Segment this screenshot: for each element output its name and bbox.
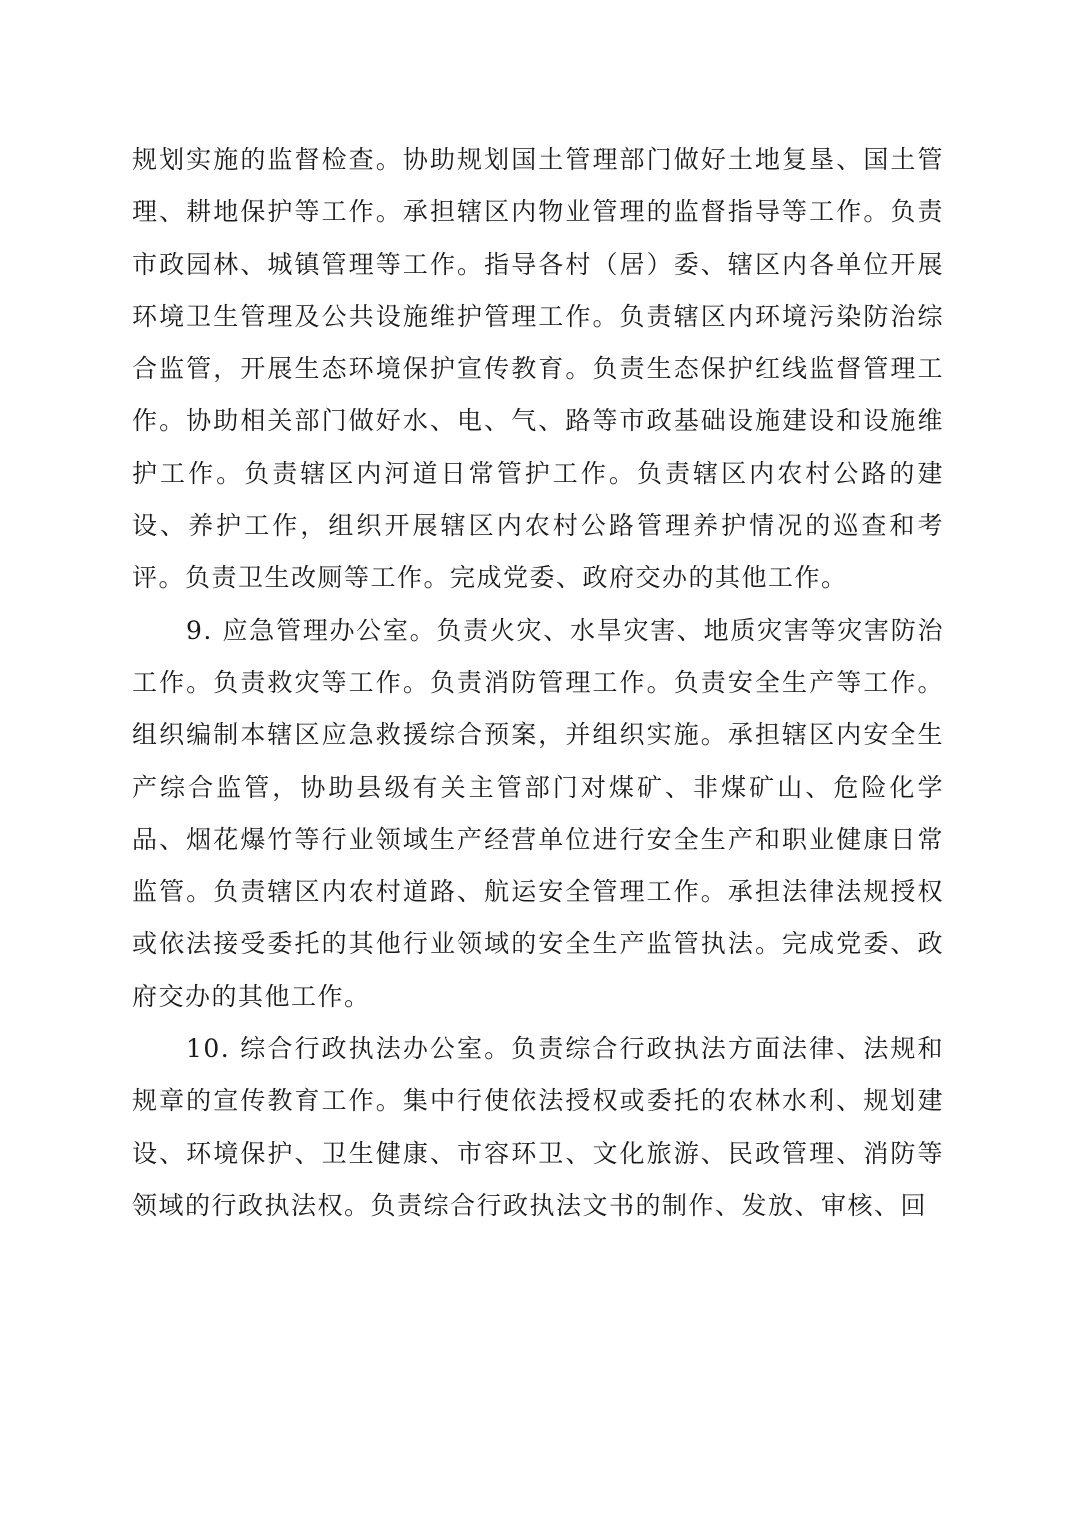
paragraph-planning-continued: 规划实施的监督检查。协助规划国土管理部门做好土地复垦、国土管理、耕地保护等工作。承担辖区内物业管理的监督指导等工作。负责市政园林、城镇管理等工作。指导各村（居）委、辖区内各单位开展环境卫生管理及公共设施维护管理工作。负责辖区内环境污染防治综合监管，开展生态环境保护宣传教育。负责生态保护红线监督管理工作。协助相关部门做好水、电、气、路等市政基础设施建设和设施维护工作。负责辖区内河道日常管护工作。负责辖区内农村公路的建设、养护工作，组织开展辖区内农村公路管理养护情况的巡查和考评。负责卫生改厕等工作。完成党委、政府交办的其他工作。 bbox=[132, 145, 944, 593]
paragraph-comprehensive-law-enforcement-office: 10. 综合行政执法办公室。负责综合行政执法方面法律、法规和规章的宣传教育工作。集中行使依法授权或委托的农林水利、规划建设、环境保护、卫生健康、市容环卫、文化旅游、民政管理、消防等领域的行政执法权。负责综合行政执法文书的制作、发放、审核、回 bbox=[132, 1034, 944, 1220]
paragraph-emergency-management-office: 9. 应急管理办公室。负责火灾、水旱灾害、地质灾害等灾害防治工作。负责救灾等工作。负责消防管理工作。负责安全生产等工作。组织编制本辖区应急救援综合预案，并组织实施。承担辖区内安全生产综合监管，协助县级有关主管部门对煤矿、非煤矿山、危险化学品、烟花爆竹等行业领域生产经营单位进行安全生产和职业健康日常监管。负责辖区内农村道路、航运安全管理工作。承担法律法规授权或依法接受委托的其他行业领域的安全生产监管执法。完成党委、政府交办的其他工作。 bbox=[132, 615, 944, 1011]
document-body bbox=[132, 134, 944, 1232]
